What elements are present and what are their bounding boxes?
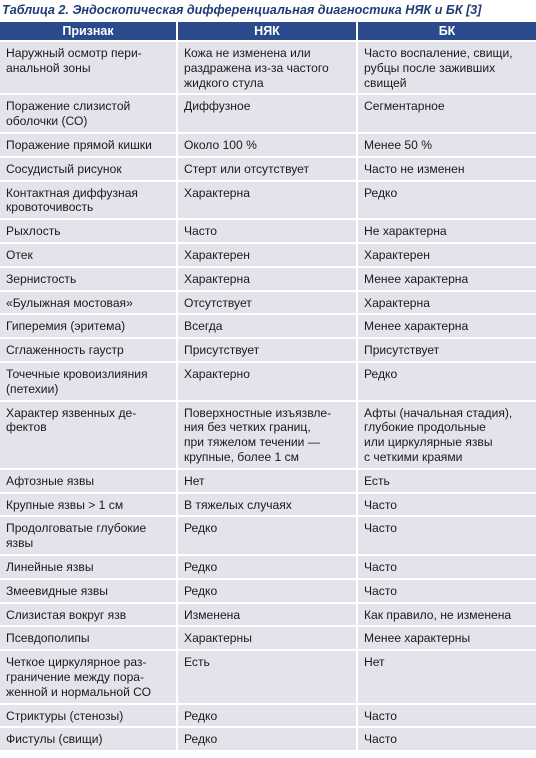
cell-nyak: Характерна: [178, 182, 358, 221]
cell-nyak: Характерно: [178, 363, 358, 402]
table-row: [0, 182, 536, 221]
cell-feature: Стриктуры (стенозы): [0, 705, 178, 729]
cell-bk: Часто: [358, 580, 536, 604]
cell-feature: Линейные язвы: [0, 556, 178, 580]
table-row: [0, 363, 536, 402]
cell-feature: Контактная диффузная кровоточивость: [0, 182, 178, 221]
cell-bk: Сегментарное: [358, 95, 536, 134]
table-row: [0, 134, 536, 158]
cell-nyak: Стерт или отсутствует: [178, 158, 358, 182]
table-row: [0, 728, 536, 752]
table-row: [0, 292, 536, 316]
cell-nyak: Присутствует: [178, 339, 358, 363]
cell-bk: Часто: [358, 494, 536, 518]
table-caption: Таблица 2. Эндоскопическая дифференциальная диагностика НЯК и БК [3]: [2, 3, 482, 17]
cell-bk: Присутствует: [358, 339, 536, 363]
table-row: [0, 339, 536, 363]
cell-feature: Фистулы (свищи): [0, 728, 178, 752]
cell-bk: Редко: [358, 363, 536, 402]
cell-nyak: Редко: [178, 728, 358, 752]
table-row: [0, 315, 536, 339]
cell-bk: Часто: [358, 556, 536, 580]
cell-nyak: Всегда: [178, 315, 358, 339]
cell-bk: Характерна: [358, 292, 536, 316]
cell-feature: Поражение слизистой оболочки (СО): [0, 95, 178, 134]
cell-feature: Зернистость: [0, 268, 178, 292]
table-row: [0, 494, 536, 518]
cell-nyak: Характерна: [178, 268, 358, 292]
table-header-row: [0, 22, 536, 42]
cell-bk: Часто не изменен: [358, 158, 536, 182]
cell-feature: Змеевидные язвы: [0, 580, 178, 604]
cell-bk: Менее характерна: [358, 268, 536, 292]
cell-bk: Часто: [358, 705, 536, 729]
cell-nyak: В тяжелых случаях: [178, 494, 358, 518]
cell-feature: Сглаженность гаустр: [0, 339, 178, 363]
cell-nyak: Редко: [178, 556, 358, 580]
cell-nyak: Редко: [178, 517, 358, 556]
table-row: [0, 651, 536, 704]
cell-nyak: Около 100 %: [178, 134, 358, 158]
cell-nyak: Характерен: [178, 244, 358, 268]
table-row: [0, 517, 536, 556]
cell-feature: «Булыжная мостовая»: [0, 292, 178, 316]
cell-bk: Не характерна: [358, 220, 536, 244]
cell-nyak: Поверхностные изъязвле- ния без четких границ, при тяжелом течении — крупные, более 1 см: [178, 402, 358, 470]
cell-bk: Менее 50 %: [358, 134, 536, 158]
cell-nyak: Есть: [178, 651, 358, 704]
cell-feature: Гиперемия (эритема): [0, 315, 178, 339]
cell-feature: Поражение прямой кишки: [0, 134, 178, 158]
table-row: [0, 402, 536, 470]
cell-feature: Отек: [0, 244, 178, 268]
cell-bk: Есть: [358, 470, 536, 494]
cell-bk: Афты (начальная стадия), глубокие продольные или циркулярные язвы с четкими краями: [358, 402, 536, 470]
cell-nyak: Нет: [178, 470, 358, 494]
cell-feature: Сосудистый рисунок: [0, 158, 178, 182]
cell-bk: Как правило, не изменена: [358, 604, 536, 628]
table-row: [0, 268, 536, 292]
cell-feature: Продолговатые глубокие язвы: [0, 517, 178, 556]
table-row: [0, 220, 536, 244]
cell-nyak: Изменена: [178, 604, 358, 628]
cell-feature: Наружный осмотр пери- анальной зоны: [0, 42, 178, 95]
header-feature: Признак: [0, 22, 178, 42]
cell-bk: Часто воспаление, свищи, рубцы после заживших свищей: [358, 42, 536, 95]
table-row: [0, 470, 536, 494]
cell-bk: Менее характерны: [358, 627, 536, 651]
table-body: [0, 42, 536, 752]
cell-feature: Крупные язвы > 1 см: [0, 494, 178, 518]
table-row: [0, 604, 536, 628]
cell-bk: Менее характерна: [358, 315, 536, 339]
cell-bk: Часто: [358, 517, 536, 556]
cell-nyak: Редко: [178, 580, 358, 604]
cell-feature: Рыхлость: [0, 220, 178, 244]
cell-feature: Четкое циркулярное раз- граничение между пора- женной и нормальной СО: [0, 651, 178, 704]
cell-bk: Нет: [358, 651, 536, 704]
table-row: [0, 158, 536, 182]
cell-feature: Псевдополипы: [0, 627, 178, 651]
table-row: [0, 244, 536, 268]
cell-nyak: Отсутствует: [178, 292, 358, 316]
table-row: [0, 556, 536, 580]
cell-bk: Редко: [358, 182, 536, 221]
diagnosis-table: [0, 22, 536, 752]
cell-bk: Часто: [358, 728, 536, 752]
cell-feature: Афтозные язвы: [0, 470, 178, 494]
cell-nyak: Кожа не изменена или раздражена из-за частого жидкого стула: [178, 42, 358, 95]
table-row: [0, 580, 536, 604]
cell-nyak: Характерны: [178, 627, 358, 651]
table-row: [0, 95, 536, 134]
table-row: [0, 627, 536, 651]
cell-feature: Характер язвенных де- фектов: [0, 402, 178, 470]
header-nyak: НЯК: [178, 22, 358, 42]
cell-feature: Точечные кровоизлияния (петехии): [0, 363, 178, 402]
table-row: [0, 705, 536, 729]
cell-feature: Слизистая вокруг язв: [0, 604, 178, 628]
cell-nyak: Диффузное: [178, 95, 358, 134]
table-row: [0, 42, 536, 95]
cell-nyak: Редко: [178, 705, 358, 729]
cell-nyak: Часто: [178, 220, 358, 244]
cell-bk: Характерен: [358, 244, 536, 268]
header-bk: БК: [358, 22, 536, 42]
